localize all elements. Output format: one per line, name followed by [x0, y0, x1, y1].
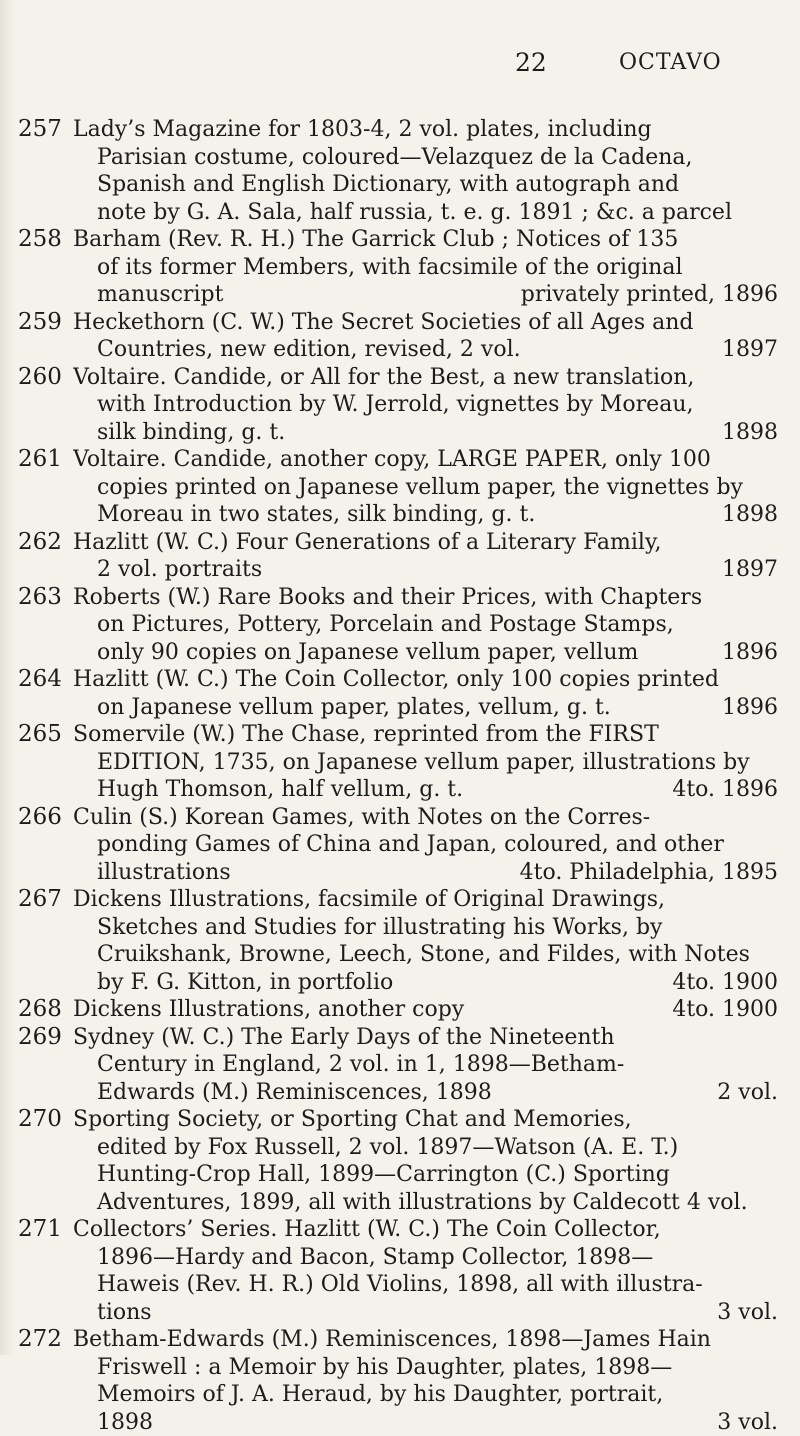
lot-line: Parisian costume, coloured—Velazquez de la Cadena, [73, 144, 778, 172]
lot-line: Voltaire. Candide, another copy, LARGE PAPER, only 100 [73, 446, 778, 474]
lot-line-text: tions [97, 1299, 152, 1327]
lot-line-text: Countries, new edition, revised, 2 vol. [97, 336, 521, 364]
lot-imprint: 1896 [722, 639, 778, 667]
lot-line [73, 639, 778, 667]
lot-number: 269 [18, 1024, 73, 1107]
lot-line [73, 694, 778, 722]
lot-imprint: 1897 [722, 336, 778, 364]
lot-line-text: 2 vol. portraits [97, 556, 262, 584]
lot-entry [18, 584, 778, 667]
lot-imprint: 1897 [722, 556, 778, 584]
lot-line: edited by Fox Russell, 2 vol. 1897—Watson (A. E. T.) [73, 1134, 778, 1162]
lot-line-text: illustrations [97, 859, 231, 887]
lot-description [73, 364, 778, 447]
lot-line: Collectors’ Series. Hazlitt (W. C.) The Coin Collector, [73, 1216, 778, 1244]
lot-line: Culin (S.) Korean Games, with Notes on the Corres- [73, 804, 778, 832]
lot-line: note by G. A. Sala, half russia, t. e. g. 1891 ; &c. a parcel [73, 199, 778, 227]
lot-description [73, 446, 778, 529]
lot-entry [18, 446, 778, 529]
lot-line: copies printed on Japanese vellum paper, the vignettes by [73, 474, 778, 502]
lot-imprint: 1898 [722, 501, 778, 529]
lot-entry [18, 364, 778, 447]
lot-description [73, 886, 778, 996]
lot-line: Century in England, 2 vol. in 1, 1898—Betham- [73, 1051, 778, 1079]
lot-line-text: 1898 [97, 1409, 153, 1436]
lot-imprint: 4to. 1900 [672, 996, 778, 1024]
lot-line [73, 281, 778, 309]
lot-description [73, 1216, 778, 1326]
lot-description [73, 584, 778, 667]
lot-line: Friswell : a Memoir by his Daughter, plates, 1898— [73, 1354, 778, 1382]
lot-line: of its former Members, with facsimile of the original [73, 254, 778, 282]
lot-line [73, 501, 778, 529]
lot-number: 257 [18, 116, 73, 226]
lot-number: 262 [18, 529, 73, 584]
lot-line: Heckethorn (C. W.) The Secret Societies of all Ages and [73, 309, 778, 337]
page-number: 22 [515, 48, 547, 77]
lot-line: Roberts (W.) Rare Books and their Prices, with Chapters [73, 584, 778, 612]
lot-line: Spanish and English Dictionary, with autograph and [73, 171, 778, 199]
lot-description [73, 1106, 778, 1216]
lot-line: Barham (Rev. R. H.) The Garrick Club ; Notices of 135 [73, 226, 778, 254]
lot-imprint: 3 vol. [717, 1409, 778, 1436]
lot-imprint: 2 vol. [717, 1079, 778, 1107]
lot-number: 267 [18, 886, 73, 996]
lot-number: 271 [18, 1216, 73, 1326]
lot-line: Adventures, 1899, all with illustrations by Caldecott 4 vol. [73, 1189, 778, 1217]
lot-line: Hunting-Crop Hall, 1899—Carrington (C.) Sporting [73, 1161, 778, 1189]
lot-line-text: by F. G. Kitton, in portfolio [97, 969, 393, 997]
lot-line: Hazlitt (W. C.) The Coin Collector, only 100 copies printed [73, 666, 778, 694]
lot-line-text: manuscript [97, 281, 223, 309]
lot-line-text: silk binding, g. t. [97, 419, 285, 447]
lot-line: Voltaire. Candide, or All for the Best, a new translation, [73, 364, 778, 392]
lot-number: 265 [18, 721, 73, 804]
page-edge-shadow [0, 0, 14, 1355]
lot-entry [18, 226, 778, 309]
lot-line: on Pictures, Pottery, Porcelain and Postage Stamps, [73, 611, 778, 639]
lot-line-text: Moreau in two states, silk binding, g. t. [97, 501, 535, 529]
lot-entry [18, 804, 778, 887]
lot-number: 260 [18, 364, 73, 447]
lot-line-text: Dickens Illustrations, another copy [73, 996, 464, 1024]
lot-number: 258 [18, 226, 73, 309]
lot-imprint: 1898 [722, 419, 778, 447]
lot-line: Sketches and Studies for illustrating his Works, by [73, 914, 778, 942]
lot-line [73, 336, 778, 364]
lot-description [73, 116, 778, 226]
lot-description [73, 666, 778, 721]
lot-line: Haweis (Rev. H. R.) Old Violins, 1898, all with illustra- [73, 1271, 778, 1299]
lot-description [73, 804, 778, 887]
lot-line [73, 1299, 778, 1327]
lot-line: Hazlitt (W. C.) Four Generations of a Literary Family, [73, 529, 778, 557]
lot-line: Lady’s Magazine for 1803-4, 2 vol. plates, including [73, 116, 778, 144]
lot-line [73, 969, 778, 997]
lot-number: 259 [18, 309, 73, 364]
lot-number: 270 [18, 1106, 73, 1216]
lot-imprint: 4to. 1900 [672, 969, 778, 997]
lot-imprint: 3 vol. [717, 1299, 778, 1327]
lot-entry [18, 1326, 778, 1436]
lot-description [73, 1024, 778, 1107]
lot-line: Memoirs of J. A. Heraud, by his Daughter, portrait, [73, 1381, 778, 1409]
lot-entry [18, 1216, 778, 1326]
lot-entry [18, 886, 778, 996]
lot-entry [18, 529, 778, 584]
lot-description [73, 529, 778, 584]
lot-line [73, 419, 778, 447]
lot-number: 272 [18, 1326, 73, 1436]
lot-number: 268 [18, 996, 73, 1024]
lot-imprint: 4to. Philadelphia, 1895 [520, 859, 778, 887]
lot-entry [18, 116, 778, 226]
lot-line-text: only 90 copies on Japanese vellum paper, vellum [97, 639, 638, 667]
lot-entry [18, 996, 778, 1024]
lot-line-text: Edwards (M.) Reminiscences, 1898 [97, 1079, 492, 1107]
lot-line: Betham-Edwards (M.) Reminiscences, 1898—James Hain [73, 1326, 778, 1354]
lot-entry [18, 721, 778, 804]
lot-description [73, 226, 778, 309]
lot-line-text: Hugh Thomson, half vellum, g. t. [97, 776, 463, 804]
lot-line: Cruikshank, Browne, Leech, Stone, and Fildes, with Notes [73, 941, 778, 969]
lot-line: Dickens Illustrations, facsimile of Original Drawings, [73, 886, 778, 914]
lot-entry [18, 1024, 778, 1107]
lot-line: 1896—Hardy and Bacon, Stamp Collector, 1898— [73, 1244, 778, 1272]
lot-entry [18, 309, 778, 364]
lot-number: 266 [18, 804, 73, 887]
section-title: OCTAVO [619, 50, 722, 75]
lot-line-text: on Japanese vellum paper, plates, vellum, g. t. [97, 694, 611, 722]
lot-entry [18, 666, 778, 721]
lot-number: 263 [18, 584, 73, 667]
lot-line [73, 859, 778, 887]
lot-entry [18, 1106, 778, 1216]
lot-number: 264 [18, 666, 73, 721]
lot-line: ponding Games of China and Japan, coloured, and other [73, 831, 778, 859]
lot-imprint: 4to. 1896 [672, 776, 778, 804]
lot-list [18, 116, 778, 1436]
lot-line: Sporting Society, or Sporting Chat and Memories, [73, 1106, 778, 1134]
lot-line: with Introduction by W. Jerrold, vignettes by Moreau, [73, 391, 778, 419]
lot-number: 261 [18, 446, 73, 529]
lot-line: EDITION, 1735, on Japanese vellum paper, illustrations by [73, 749, 778, 777]
lot-line: Somervile (W.) The Chase, reprinted from the FIRST [73, 721, 778, 749]
lot-line [73, 1079, 778, 1107]
lot-imprint: 1896 [722, 694, 778, 722]
lot-description [73, 996, 778, 1024]
lot-description [73, 309, 778, 364]
lot-line: Sydney (W. C.) The Early Days of the Nineteenth [73, 1024, 778, 1052]
lot-line [73, 996, 778, 1024]
lot-line [73, 556, 778, 584]
page-header [515, 48, 765, 80]
lot-description [73, 1326, 778, 1436]
lot-line [73, 1409, 778, 1436]
lot-imprint: privately printed, 1896 [521, 281, 778, 309]
lot-line [73, 776, 778, 804]
lot-description [73, 721, 778, 804]
